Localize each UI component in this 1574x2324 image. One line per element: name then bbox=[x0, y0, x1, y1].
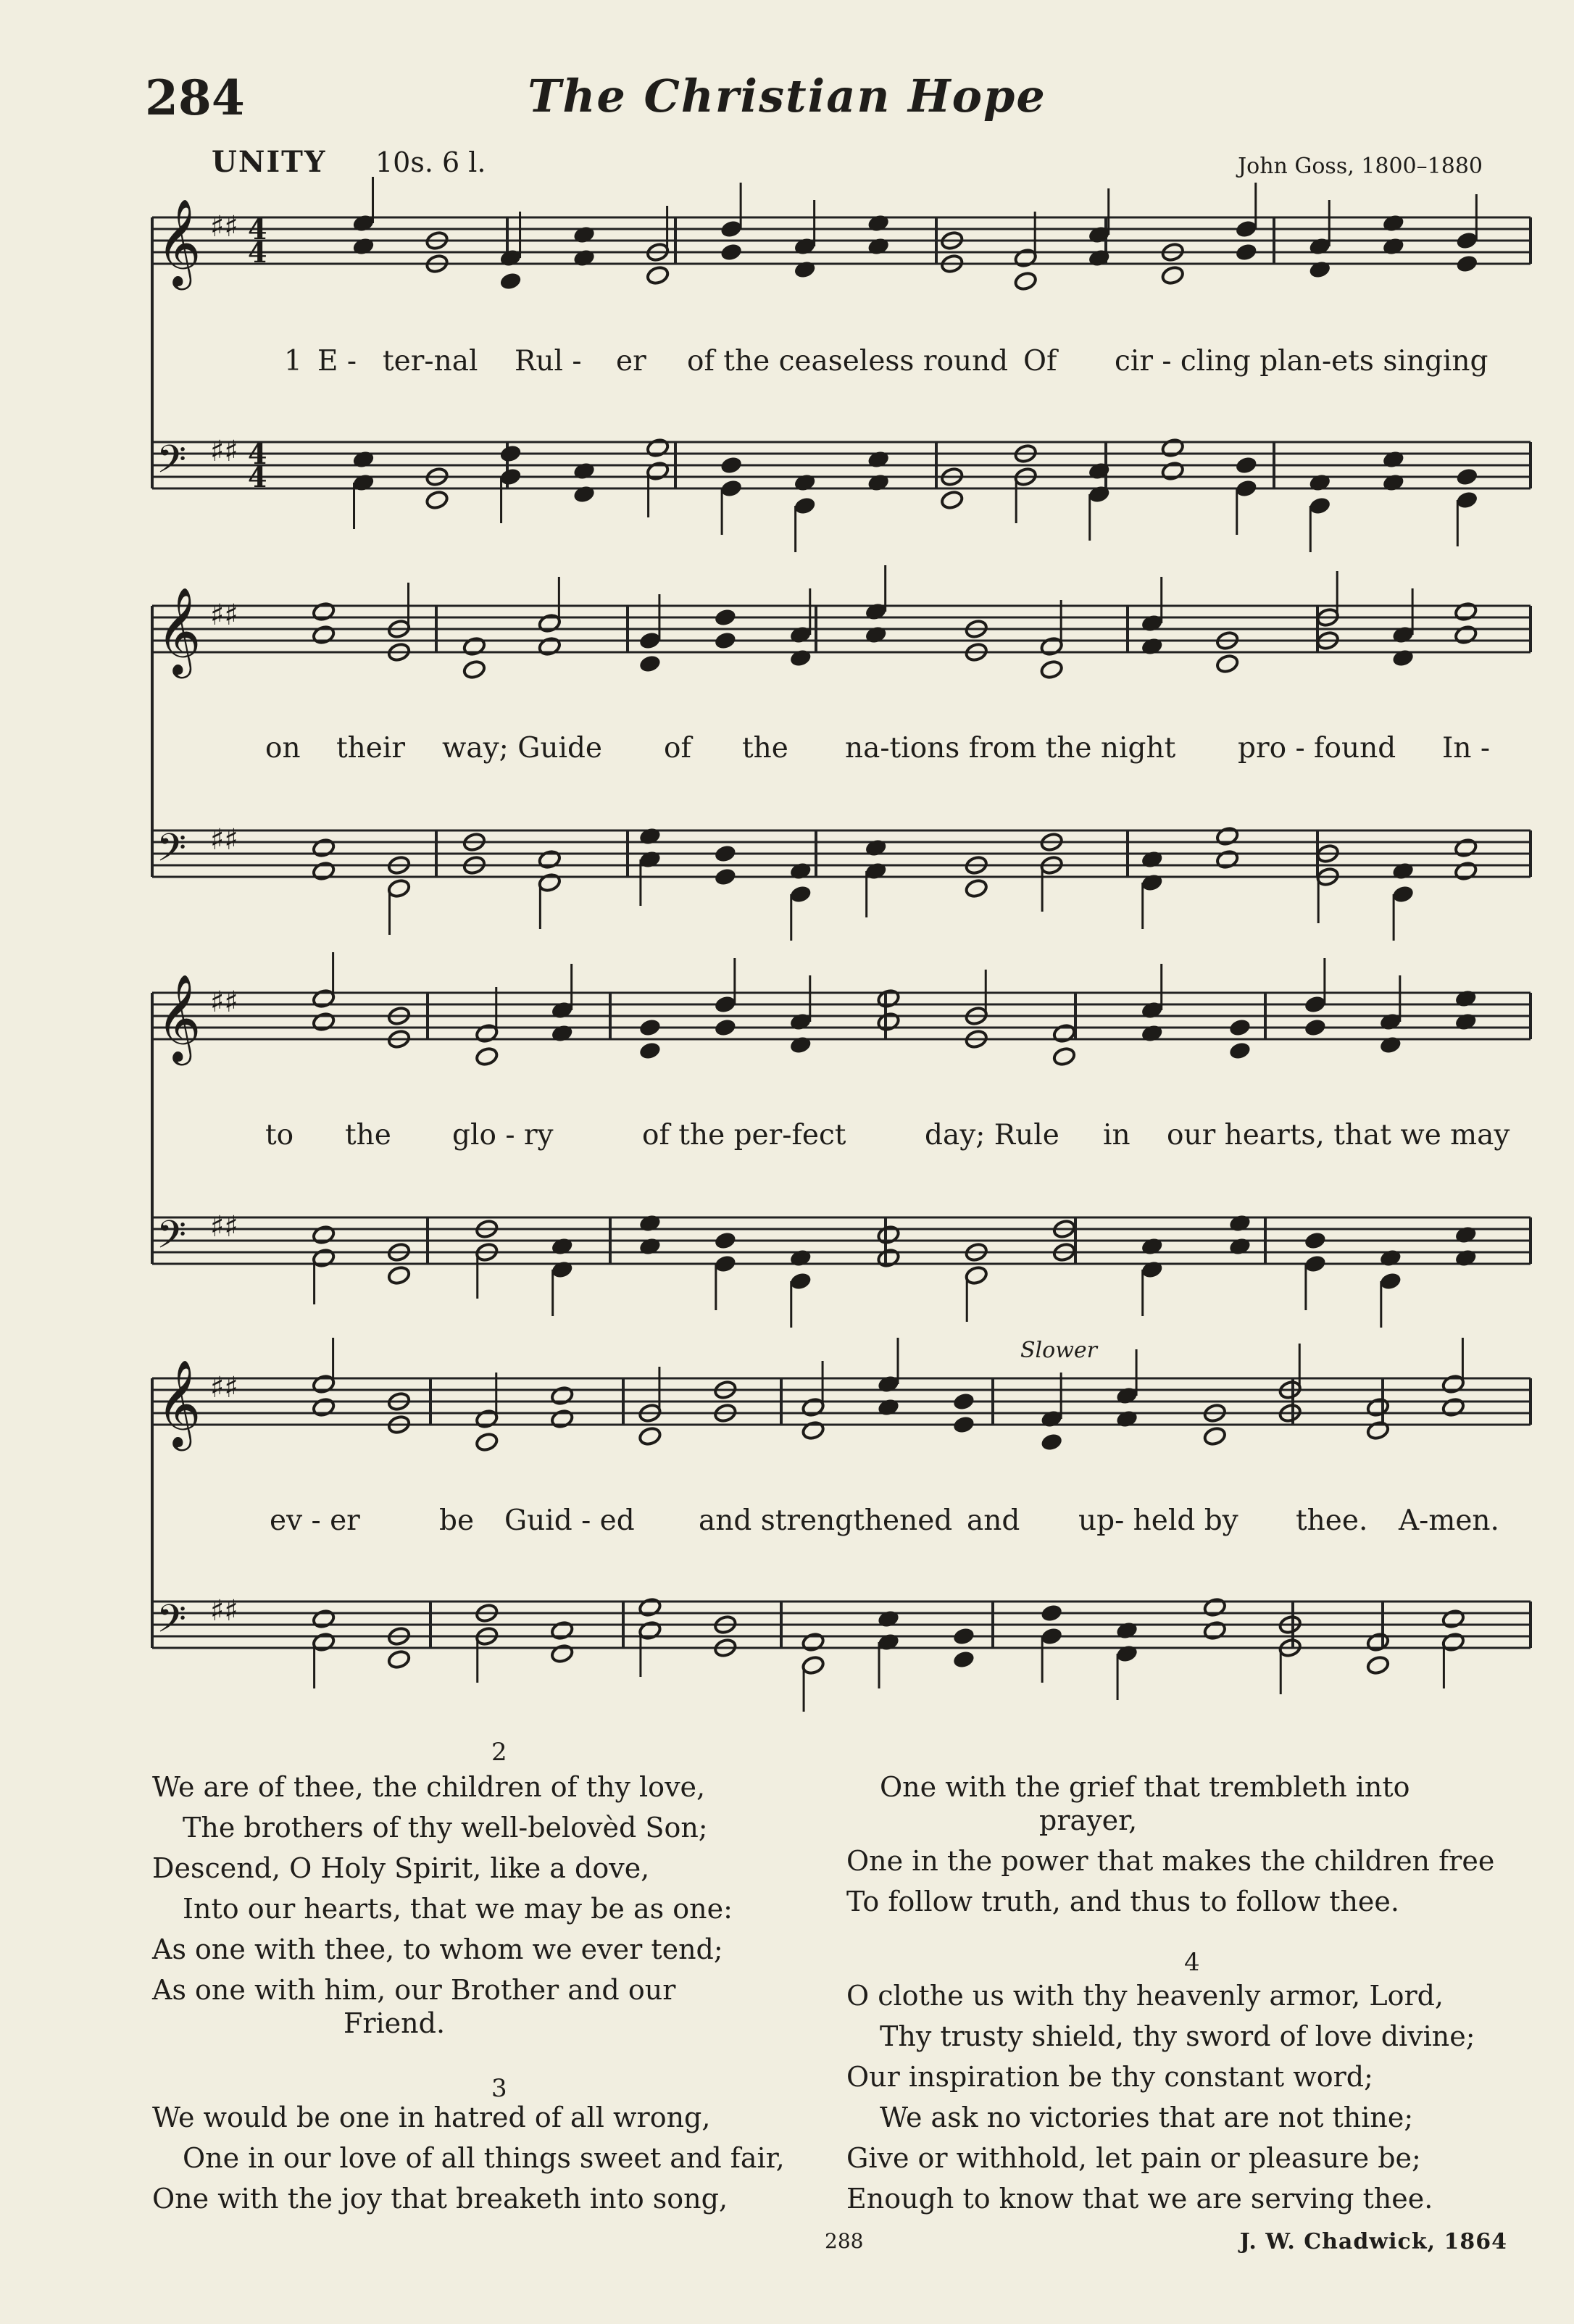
tune-name: UNITY bbox=[212, 145, 327, 179]
verse-line: Friend. bbox=[343, 2007, 446, 2039]
note-head bbox=[1454, 601, 1478, 622]
verse-number: 3 bbox=[491, 2074, 507, 2103]
note-head bbox=[788, 1035, 812, 1055]
note-head bbox=[550, 1409, 574, 1429]
note-head bbox=[1161, 438, 1185, 458]
treble-clef: 𝄞 bbox=[157, 1359, 201, 1447]
note-head bbox=[1161, 461, 1185, 481]
note-head bbox=[572, 461, 596, 481]
lyric-syllable: day; Rule bbox=[925, 1119, 1059, 1151]
note-head bbox=[1454, 1248, 1478, 1268]
note-head bbox=[312, 1225, 336, 1245]
lyrics-line bbox=[217, 1119, 1529, 1162]
note-head bbox=[312, 1012, 336, 1032]
lyric-syllable: their bbox=[336, 732, 405, 765]
verse-line: We would be one in hatred of all wrong, bbox=[152, 2102, 711, 2133]
note-head bbox=[1052, 1046, 1076, 1067]
note-head bbox=[425, 490, 449, 510]
note-head bbox=[1381, 449, 1405, 470]
note-head bbox=[312, 601, 336, 622]
note-head bbox=[713, 607, 737, 628]
note-head bbox=[1215, 654, 1239, 674]
note-head bbox=[499, 271, 522, 291]
note-head bbox=[1115, 1620, 1139, 1641]
note-head bbox=[1228, 1236, 1252, 1257]
note-head bbox=[788, 1248, 812, 1268]
note-head bbox=[638, 826, 662, 846]
key-signature: ♯♯ bbox=[210, 435, 238, 468]
note-head bbox=[1366, 1632, 1390, 1652]
note-head bbox=[876, 1248, 900, 1268]
note-head bbox=[1228, 1041, 1252, 1061]
note-head bbox=[1161, 265, 1185, 286]
note-head bbox=[550, 1023, 574, 1044]
lyric-syllable: E - bbox=[317, 345, 357, 378]
note-head bbox=[1203, 1597, 1227, 1617]
note-head bbox=[965, 878, 988, 899]
verse-line: Thy trusty shield, thy sword of love divine; bbox=[880, 2020, 1475, 2052]
verse-line: One in our love of all things sweet and fair, bbox=[183, 2142, 785, 2174]
lyric-syllable: of the per-fect bbox=[642, 1119, 846, 1151]
note-head bbox=[475, 1046, 499, 1067]
bass-clef: 𝄢 bbox=[157, 826, 187, 880]
lyric-syllable: ev - er bbox=[270, 1504, 360, 1537]
note-head bbox=[1441, 1397, 1465, 1417]
note-head bbox=[793, 259, 817, 280]
note-head bbox=[1014, 271, 1038, 291]
note-head bbox=[572, 225, 596, 245]
time-signature: 4 bbox=[248, 213, 267, 246]
note-head bbox=[1454, 1012, 1478, 1032]
treble-clef: 𝄞 bbox=[157, 198, 201, 286]
verse-line: The brothers of thy well-belovèd Son; bbox=[183, 1812, 708, 1844]
key-signature: ♯♯ bbox=[210, 599, 238, 632]
composer-credit: John Goss, 1800–1880 bbox=[1238, 154, 1483, 179]
note-head bbox=[788, 861, 812, 881]
note-head bbox=[312, 1609, 336, 1629]
note-head bbox=[387, 1265, 411, 1286]
note-head bbox=[550, 1644, 574, 1664]
verse-line: One with the grief that trembleth into bbox=[880, 1771, 1410, 1803]
note-head bbox=[713, 1230, 737, 1251]
lyric-syllable: and bbox=[967, 1504, 1020, 1537]
lyric-syllable: the bbox=[742, 732, 788, 765]
note-head bbox=[462, 636, 486, 657]
note-head bbox=[1140, 1236, 1164, 1257]
lyric-syllable: pro - found bbox=[1238, 732, 1396, 765]
verse-line: Descend, O Holy Spirit, like a dove, bbox=[152, 1852, 650, 1884]
note-head bbox=[1040, 659, 1064, 680]
note-head bbox=[1366, 1397, 1390, 1417]
lyric-syllable: Rul - bbox=[515, 345, 582, 378]
note-head bbox=[1454, 838, 1478, 858]
note-head bbox=[1441, 1609, 1465, 1629]
note-head bbox=[793, 472, 817, 493]
key-signature: ♯♯ bbox=[210, 1210, 238, 1244]
note-head bbox=[1140, 849, 1164, 870]
note-head bbox=[1215, 826, 1239, 846]
verse-line: We are of thee, the children of thy love, bbox=[152, 1771, 706, 1803]
lyric-syllable: in bbox=[1103, 1119, 1130, 1151]
note-head bbox=[788, 648, 812, 668]
note-head bbox=[876, 1225, 900, 1245]
note-head bbox=[876, 1397, 900, 1417]
footer-page-number: 288 bbox=[825, 2229, 864, 2253]
lyric-syllable: of bbox=[664, 732, 691, 765]
note-head bbox=[351, 236, 375, 257]
note-head bbox=[952, 1415, 975, 1435]
note-head bbox=[952, 1391, 975, 1412]
lyric-syllable: thee. bbox=[1296, 1504, 1368, 1537]
note-head bbox=[1455, 467, 1479, 487]
key-signature: ♯♯ bbox=[210, 1594, 238, 1628]
note-head bbox=[1040, 1432, 1064, 1452]
note-head bbox=[312, 838, 336, 858]
note-head bbox=[867, 236, 891, 257]
note-head bbox=[1308, 259, 1332, 280]
lyric-syllable: er bbox=[616, 345, 646, 378]
verse-line: One in the power that makes the children free bbox=[846, 1845, 1495, 1877]
note-head bbox=[867, 449, 891, 470]
time-signature: 4 bbox=[248, 438, 267, 470]
note-head bbox=[638, 1597, 662, 1617]
lyric-syllable: and strengthened bbox=[699, 1504, 953, 1537]
verse-number: 2 bbox=[491, 1738, 507, 1767]
note-head bbox=[713, 630, 737, 651]
key-signature: ♯♯ bbox=[210, 210, 238, 243]
key-signature: ♯♯ bbox=[210, 1371, 238, 1404]
note-head bbox=[538, 849, 562, 870]
note-head bbox=[1087, 248, 1111, 268]
note-head bbox=[1378, 1248, 1402, 1268]
note-head bbox=[538, 636, 562, 657]
note-head bbox=[1381, 213, 1405, 233]
note-head bbox=[550, 1386, 574, 1406]
note-head bbox=[1454, 988, 1478, 1009]
note-head bbox=[1454, 861, 1478, 881]
bass-clef: 𝄢 bbox=[157, 438, 187, 491]
note-head bbox=[1391, 861, 1415, 881]
note-head bbox=[1228, 1017, 1252, 1038]
note-head bbox=[1234, 242, 1258, 262]
lyric-syllable: A-men. bbox=[1399, 1504, 1499, 1537]
note-head bbox=[1303, 1017, 1327, 1038]
note-head bbox=[1454, 1225, 1478, 1245]
note-head bbox=[1366, 1420, 1390, 1441]
note-head bbox=[713, 867, 737, 887]
lyric-syllable: 1 bbox=[284, 345, 302, 378]
time-signature: 4 bbox=[248, 236, 267, 269]
lyric-syllable: up- held by bbox=[1078, 1504, 1238, 1537]
note-head bbox=[1366, 1655, 1390, 1675]
lyric-syllable: of the ceaseless round bbox=[687, 345, 1009, 378]
note-head bbox=[638, 1213, 662, 1233]
note-head bbox=[572, 248, 596, 268]
note-head bbox=[1115, 1409, 1139, 1429]
lyrics-line bbox=[217, 345, 1529, 388]
note-head bbox=[387, 1649, 411, 1670]
note-head bbox=[1234, 455, 1258, 475]
lyric-syllable: our hearts, that we may bbox=[1167, 1119, 1510, 1151]
note-head bbox=[867, 213, 891, 233]
note-head bbox=[876, 1012, 900, 1032]
note-head bbox=[312, 1397, 336, 1417]
lyric-syllable: na-tions from the night bbox=[845, 732, 1176, 765]
note-head bbox=[1203, 1426, 1227, 1446]
key-signature: ♯♯ bbox=[210, 823, 238, 857]
tempo-marking: Slower bbox=[1020, 1338, 1097, 1363]
lyrics-line bbox=[217, 732, 1529, 775]
note-head bbox=[713, 1017, 737, 1038]
note-head bbox=[876, 1609, 900, 1629]
note-head bbox=[475, 1432, 499, 1452]
verse-line: O clothe us with thy heavenly armor, Lord, bbox=[846, 1980, 1444, 2012]
key-signature: ♯♯ bbox=[210, 986, 238, 1019]
note-head bbox=[312, 861, 336, 881]
lyric-syllable: In - bbox=[1442, 732, 1491, 765]
note-head bbox=[1308, 472, 1332, 493]
lyric-syllable: cir - cling plan-ets singing bbox=[1115, 345, 1488, 378]
note-head bbox=[1087, 461, 1111, 481]
lyric-syllable: ter-nal bbox=[383, 345, 478, 378]
lyric-syllable: way; Guide bbox=[442, 732, 602, 765]
page-number: 284 bbox=[145, 70, 245, 126]
note-head bbox=[638, 1426, 662, 1446]
verse-line: Our inspiration be thy constant word; bbox=[846, 2061, 1373, 2093]
note-head bbox=[1381, 472, 1405, 493]
lyrics-line bbox=[217, 1504, 1529, 1548]
bass-clef: 𝄢 bbox=[157, 1213, 187, 1267]
lyric-syllable: be bbox=[439, 1504, 475, 1537]
note-head bbox=[876, 988, 900, 1009]
note-head bbox=[713, 844, 737, 864]
author-credit: J. W. Chadwick, 1864 bbox=[1239, 2229, 1507, 2254]
verse-line: As one with thee, to whom we ever tend; bbox=[152, 1933, 723, 1965]
bass-clef: 𝄢 bbox=[157, 1597, 187, 1651]
running-title: The Christian Hope bbox=[528, 70, 1046, 122]
verse-line: We ask no victories that are not thine; bbox=[880, 2102, 1414, 2133]
treble-clef: 𝄞 bbox=[157, 586, 201, 675]
verse-line: Enough to know that we are serving thee. bbox=[846, 2183, 1433, 2215]
treble-clef: 𝄞 bbox=[157, 973, 201, 1062]
note-head bbox=[1215, 849, 1239, 870]
note-head bbox=[864, 838, 888, 858]
note-head bbox=[462, 659, 486, 680]
note-head bbox=[1454, 625, 1478, 645]
verse-line: As one with him, our Brother and our bbox=[152, 1974, 676, 2006]
note-head bbox=[1040, 1603, 1064, 1623]
note-head bbox=[638, 1236, 662, 1257]
verse-line: Into our hearts, that we may be as one: bbox=[183, 1893, 733, 1925]
note-head bbox=[864, 625, 888, 645]
note-head bbox=[1303, 1230, 1327, 1251]
note-head bbox=[638, 654, 662, 674]
lyric-syllable: Guid - ed bbox=[504, 1504, 635, 1537]
note-head bbox=[646, 438, 670, 458]
note-head bbox=[1203, 1620, 1227, 1641]
verse-line: To follow truth, and thus to follow thee. bbox=[846, 1886, 1399, 1917]
note-head bbox=[952, 1649, 975, 1670]
note-head bbox=[720, 455, 744, 475]
lyric-syllable: the bbox=[345, 1119, 391, 1151]
meter: 10s. 6 l. bbox=[375, 146, 486, 178]
note-head bbox=[801, 1420, 825, 1441]
note-head bbox=[572, 484, 596, 504]
note-head bbox=[1228, 1213, 1252, 1233]
note-head bbox=[499, 443, 522, 464]
lyric-syllable: to bbox=[265, 1119, 294, 1151]
note-head bbox=[1391, 648, 1415, 668]
note-head bbox=[1052, 1023, 1076, 1044]
note-head bbox=[638, 1017, 662, 1038]
note-head bbox=[1381, 236, 1405, 257]
note-head bbox=[550, 1236, 574, 1257]
verse-line: One with the joy that breaketh into song, bbox=[152, 2183, 728, 2215]
note-head bbox=[1140, 636, 1164, 657]
note-head bbox=[351, 449, 375, 470]
verse-line: Give or withhold, let pain or pleasure be; bbox=[846, 2142, 1421, 2174]
verse-number: 4 bbox=[1184, 1948, 1200, 1977]
note-head bbox=[312, 625, 336, 645]
lyric-syllable: on bbox=[265, 732, 301, 765]
note-head bbox=[1140, 1023, 1164, 1044]
note-head bbox=[638, 1041, 662, 1061]
verse-line: prayer, bbox=[1039, 1804, 1138, 1836]
note-head bbox=[867, 472, 891, 493]
note-head bbox=[1378, 1035, 1402, 1055]
note-head bbox=[1455, 254, 1479, 274]
note-head bbox=[550, 1620, 574, 1641]
lyric-syllable: Of bbox=[1023, 345, 1057, 378]
note-head bbox=[801, 1632, 825, 1652]
note-head bbox=[940, 490, 964, 510]
note-head bbox=[720, 242, 744, 262]
time-signature: 4 bbox=[248, 461, 267, 493]
lyric-syllable: glo - ry bbox=[452, 1119, 554, 1151]
note-head bbox=[646, 265, 670, 286]
note-head bbox=[952, 1626, 975, 1646]
